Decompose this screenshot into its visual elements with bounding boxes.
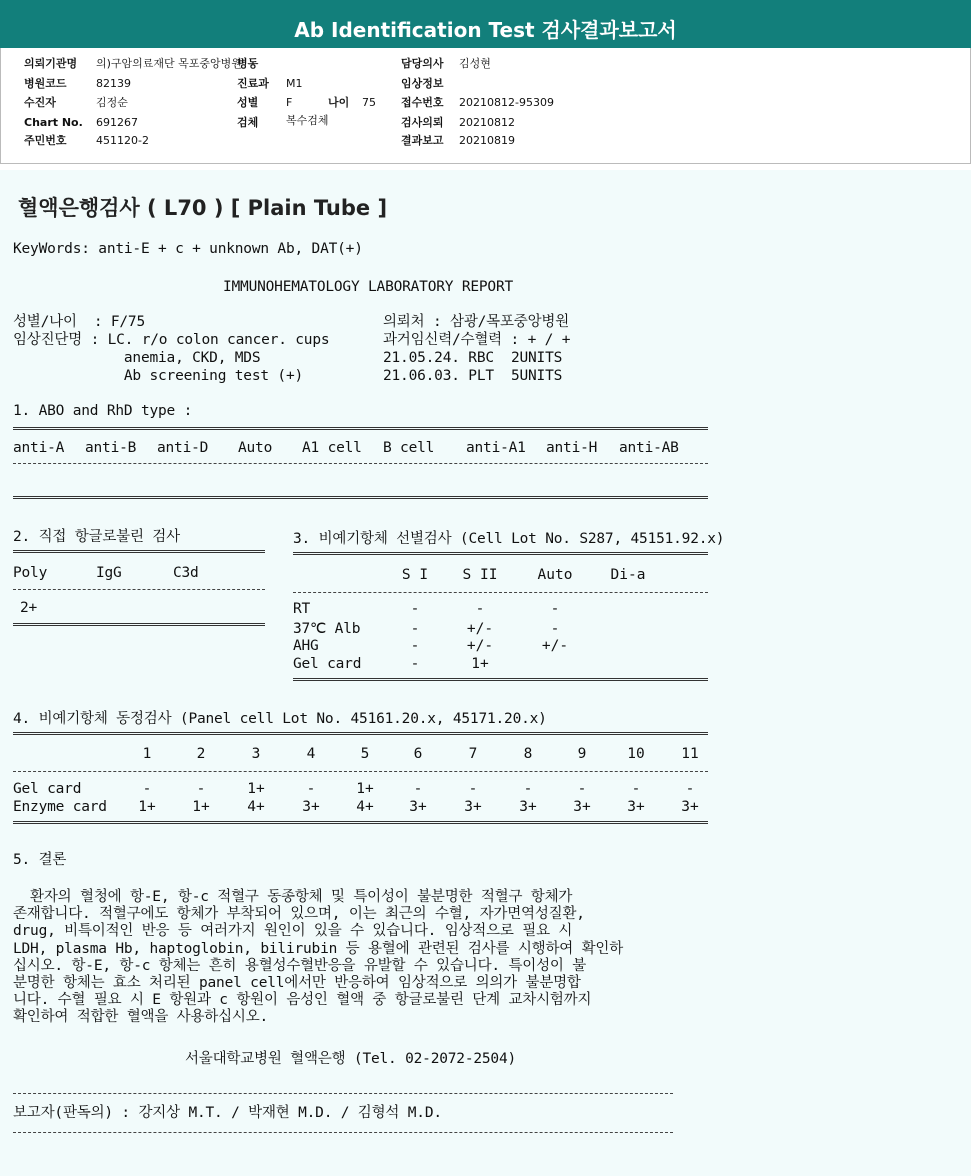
info-right-3: 21.06.03. PLT 5UNITS [383,368,563,384]
section-heading: 혈액은행검사 ( L70 ) [ Plain Tube ] [18,196,388,220]
s4-cell: 3+ [573,799,591,815]
s3-row-label: Gel card [293,656,362,672]
info-left-2: anemia, CKD, MDS [13,350,261,366]
s2-header-cell: IgG [96,565,122,581]
value-dept: M1 [286,77,303,90]
s4-cell: - [685,781,695,797]
value-request: 20210812 [459,116,515,129]
value-report: 20210819 [459,134,515,147]
s3-row-label: AHG [293,638,319,654]
label-receipt: 접수번호 [401,96,444,109]
s4-header-cell: 8 [523,746,533,762]
value-patient: 김정순 [96,96,128,109]
info-right-1: 과거임신력/수혈력 : + / + [383,332,571,348]
info-left-0: 성별/나이 : F/75 [13,314,145,330]
label-specimen: 검체 [237,116,259,129]
s3-cell: +/- [541,638,569,654]
footer-rule-top [13,1093,673,1094]
s4-cell: - [523,781,533,797]
s3-cell: - [475,601,485,617]
s1-rule-mid [13,463,708,464]
s4-cell: 4+ [247,799,265,815]
conclusion-line: 니다. 수혈 필요 시 E 항원과 c 항원이 음성인 혈액 중 항글로불린 단계 교차시험까지 [13,992,592,1009]
s4-cell: 3+ [681,799,699,815]
label-sex: 성별 [237,96,259,109]
s1-rule-bottom [13,496,708,499]
s4-cell: - [631,781,641,797]
s4-cell: 1+ [356,781,374,797]
value-chart: 691267 [96,116,138,129]
label-age: 나이 [328,96,350,109]
s4-header-cell: 3 [251,746,261,762]
s4-cell: - [306,781,316,797]
s4-rule-bottom [13,821,708,824]
s2-rule-bottom [13,623,265,626]
s4-row-label: Gel card [13,781,82,797]
s4-title: 4. 비예기항체 동정검사 (Panel cell Lot No. 45161.20.x, 45171.20.x) [13,711,547,727]
s4-header-cell: 4 [306,746,316,762]
s1-title: 1. ABO and RhD type : [13,403,193,419]
s4-header-cell: 11 [681,746,699,762]
s4-cell: - [196,781,206,797]
s4-cell: 3+ [627,799,645,815]
label-dept: 진료과 [237,77,269,90]
s2-value-cell: 2+ [20,600,38,616]
footer-rule-bottom [13,1132,673,1133]
s4-cell: 1+ [138,799,156,815]
label-clinical: 임상정보 [401,77,444,90]
info-right-2: 21.05.24. RBC 2UNITS [383,350,563,366]
value-age: 75 [362,96,376,109]
s4-header-cell: 1 [142,746,152,762]
s3-row-label: RT [293,601,311,617]
s4-header-cell: 6 [413,746,423,762]
s2-title: 2. 직접 항글로불린 검사 [13,529,180,545]
info-left-1: 임상진단명 : LC. r/o colon cancer. cups [13,332,330,348]
value-specimen: 복수검체 [286,114,329,127]
s1-header-cell: anti-B [85,440,137,456]
s3-cell: - [550,621,560,637]
s4-header-cell: 9 [577,746,587,762]
s2-rule-mid [13,589,265,590]
s3-header-cell: Auto [537,567,573,583]
s4-cell: - [413,781,423,797]
s4-cell: 3+ [409,799,427,815]
reporter: 보고자(판독의) : 강지상 M.T. / 박재현 M.D. / 김형석 M.D. [13,1105,442,1121]
label-chart: Chart No. [24,116,83,129]
s3-rule-mid [293,592,708,593]
s4-header-cell: 10 [627,746,645,762]
institution: 서울대학교병원 혈액은행 (Tel. 02-2072-2504) [185,1051,517,1067]
s1-header-cell: anti-A1 [466,440,526,456]
s1-header-cell: anti-A [13,440,65,456]
report-title-bar [0,0,971,48]
value-rrn: 451120-2 [96,134,149,147]
s1-header-cell: Auto [238,440,273,456]
s1-header-cell: A1 cell [302,440,362,456]
s3-cell: - [410,601,420,617]
s3-rule-bottom [293,678,708,681]
conclusion-line: 분명한 항체는 효소 처리된 panel cell에서만 반응하여 임상적으로 의의가 불분명합 [13,975,581,991]
s4-cell: 3+ [302,799,320,815]
s4-cell: 4+ [356,799,374,815]
label-doctor: 담당의사 [401,57,444,70]
conclusion-line: 환자의 혈청에 항-E, 항-c 적혈구 동종항체 및 특이성이 불분명한 적혈구 항체가 [13,889,573,905]
keywords: KeyWords: anti-E + c + unknown Ab, DAT(+) [13,241,363,257]
s3-rule-top [293,552,708,555]
label-org: 의뢰기관명 [24,57,78,70]
s4-cell: - [142,781,152,797]
s3-cell: - [410,638,420,654]
label-patient: 수진자 [24,96,56,109]
s3-cell: +/- [466,638,494,654]
s4-cell: 1+ [192,799,210,815]
s1-header-cell: B cell [383,440,435,456]
s3-cell: - [410,621,420,637]
info-right-0: 의뢰처 : 삼광/목포중앙병원 [383,314,569,330]
report-title: Ab Identification Test 검사결과보고서 [294,18,677,42]
conclusion-line: drug, 비특이적인 반응 등 여러가지 원인이 있을 수 있습니다. 임상적으로 필요 시 [13,923,573,940]
s1-header-cell: anti-AB [619,440,679,456]
s4-cell: - [468,781,478,797]
s4-rule-top [13,732,708,735]
label-request: 검사의뢰 [401,116,444,129]
label-ward: 병동 [237,57,259,70]
value-receipt: 20210812-95309 [459,96,554,109]
conclusion-line: 십시오. 항-E, 항-c 항체는 흔히 용혈성수혈반응을 유발할 수 있습니다. 특이성이 불 [13,957,587,974]
label-rrn: 주민번호 [24,134,67,147]
s4-row-label: Enzyme card [13,799,107,815]
conclusion-line: 확인하여 적합한 혈액을 사용하십시오. [13,1009,269,1026]
s2-rule-top [13,550,265,553]
s1-header-cell: anti-H [546,440,598,456]
value-sex: F [286,96,293,109]
s3-header-cell: Di-a [610,567,646,583]
s5-title: 5. 결론 [13,852,67,868]
s4-header-cell: 5 [360,746,370,762]
s2-header-cell: C3d [173,565,199,581]
s4-cell: 3+ [464,799,482,815]
value-hospcode: 82139 [96,77,131,90]
value-doctor: 김성현 [459,57,491,70]
s2-header-cell: Poly [13,565,48,581]
s3-row-label: 37℃ Alb [293,621,361,637]
s3-header-cell: S II [462,567,498,583]
info-left-3: Ab screening test (+) [13,368,304,384]
s3-cell: - [410,656,420,672]
conclusion-line: LDH, plasma Hb, haptoglobin, bilirubin 등 용혈에 관련된 검사를 시행하여 확인하 [13,940,624,957]
s4-cell: - [577,781,587,797]
s4-header-cell: 2 [196,746,206,762]
s3-header-cell: S I [401,567,429,583]
s4-rule-mid [13,771,708,772]
s4-header-cell: 7 [468,746,478,762]
conclusion-line: 존재합니다. 적혈구에도 항체가 부착되어 있으며, 이는 최근의 수혈, 자가면역성질환, [13,906,585,923]
s1-header-cell: anti-D [157,440,209,456]
s3-cell: - [550,601,560,617]
s3-title: 3. 비예기항체 선별검사 (Cell Lot No. S287, 45151.92.x) [293,531,725,547]
s3-cell: 1+ [471,656,489,672]
s1-rule-top [13,427,708,430]
label-hospcode: 병원코드 [24,77,67,90]
lab-report-title: IMMUNOHEMATOLOGY LABORATORY REPORT [223,279,514,295]
s3-cell: +/- [466,621,494,637]
value-org: 의)구암의료재단 목포중앙병원 [96,57,242,70]
s4-cell: 3+ [519,799,537,815]
patient-header [0,48,971,164]
label-report: 결과보고 [401,134,444,147]
s4-cell: 1+ [247,781,265,797]
